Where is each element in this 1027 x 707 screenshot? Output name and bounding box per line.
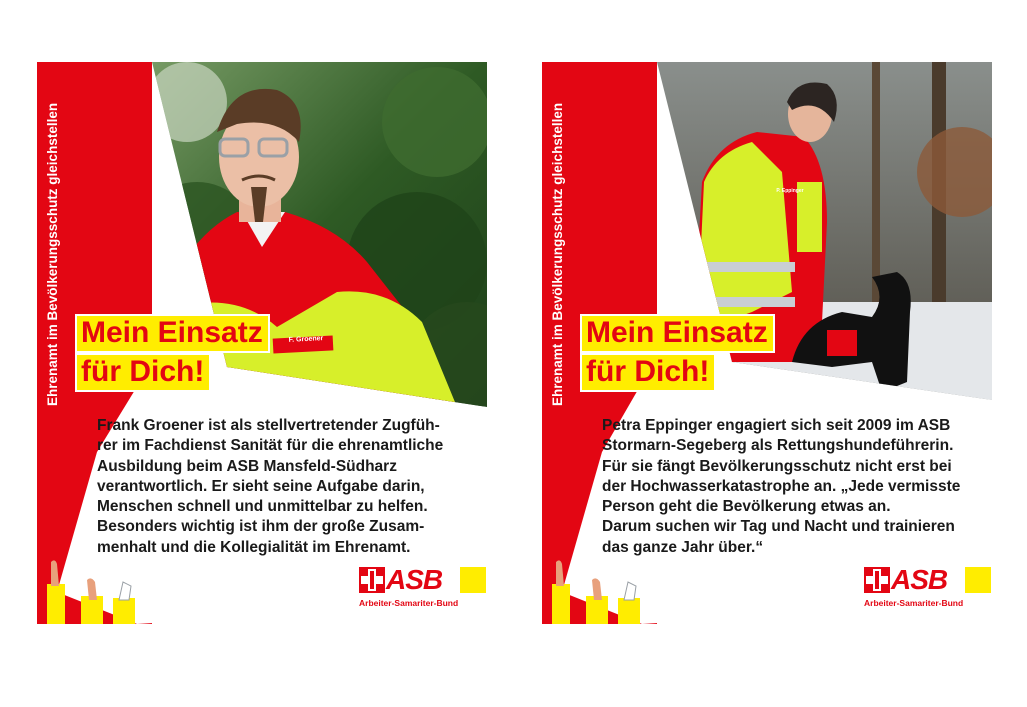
asb-logo xyxy=(864,564,992,610)
campaign-card-eppinger xyxy=(542,62,992,624)
asb-wordmark: ASB xyxy=(386,564,443,595)
asb-logo xyxy=(359,564,487,610)
body-line: Person geht die Bevölkerung etwas an. xyxy=(602,498,891,516)
headline xyxy=(77,316,268,390)
body-line: Besonders wichtig ist ihm der große Zusam- xyxy=(97,518,425,536)
asb-subtitle: Arbeiter-Samariter-Bund xyxy=(359,598,459,608)
body-line: der Hochwasserkatastrophe an. „Jede vermisste xyxy=(602,477,961,495)
raised-hands-illustration xyxy=(548,556,648,624)
asb-wordmark: ASB xyxy=(891,564,948,595)
body-line: das ganze Jahr über.“ xyxy=(602,538,764,556)
asb-cross-icon xyxy=(359,567,385,593)
asb-subtitle: Arbeiter-Samariter-Bund xyxy=(864,598,964,608)
asb-yellow-box xyxy=(460,567,486,593)
name-badge: P. Eppinger xyxy=(776,188,804,194)
body-line: Stormarn-Segeberg als Rettungshundeführerin. xyxy=(602,437,954,455)
body-line: Für sie fängt Bevölkerungsschutz nicht erst bei xyxy=(602,457,952,475)
body-line: menhalt und die Kollegialität im Ehrenamt. xyxy=(97,538,411,556)
asb-cross-icon xyxy=(864,567,890,593)
headline-line-2: für Dich! xyxy=(77,355,209,390)
name-badge: F. Groener xyxy=(288,335,324,344)
asb-yellow-box xyxy=(965,567,991,593)
body-text xyxy=(602,416,982,558)
raised-hands-illustration xyxy=(43,556,143,624)
body-line: Frank Groener ist als stellvertretender Zugfüh- xyxy=(97,417,440,434)
headline-line-2: für Dich! xyxy=(582,355,714,390)
headline xyxy=(582,316,773,390)
body-line: rer im Fachdienst Sanität für die ehrenamtliche xyxy=(97,437,444,455)
body-line: Ausbildung beim ASB Mansfeld-Südharz xyxy=(97,457,397,475)
body-line: Petra Eppinger engagiert sich seit 2009 im ASB xyxy=(602,417,951,434)
side-slogan: Ehrenamt im Bevölkerungsschutz gleichstellen xyxy=(550,102,565,406)
headline-line-1: Mein Einsatz xyxy=(582,316,773,351)
side-slogan: Ehrenamt im Bevölkerungsschutz gleichstellen xyxy=(45,102,60,406)
body-line: Menschen schnell und unmittelbar zu helfen. xyxy=(97,498,428,516)
body-text xyxy=(97,416,477,558)
body-line: verantwortlich. Er sieht seine Aufgabe darin, xyxy=(97,477,425,495)
body-line: Darum suchen wir Tag und Nacht und trainieren xyxy=(602,518,955,536)
headline-line-1: Mein Einsatz xyxy=(77,316,268,351)
campaign-card-groener xyxy=(37,62,487,624)
